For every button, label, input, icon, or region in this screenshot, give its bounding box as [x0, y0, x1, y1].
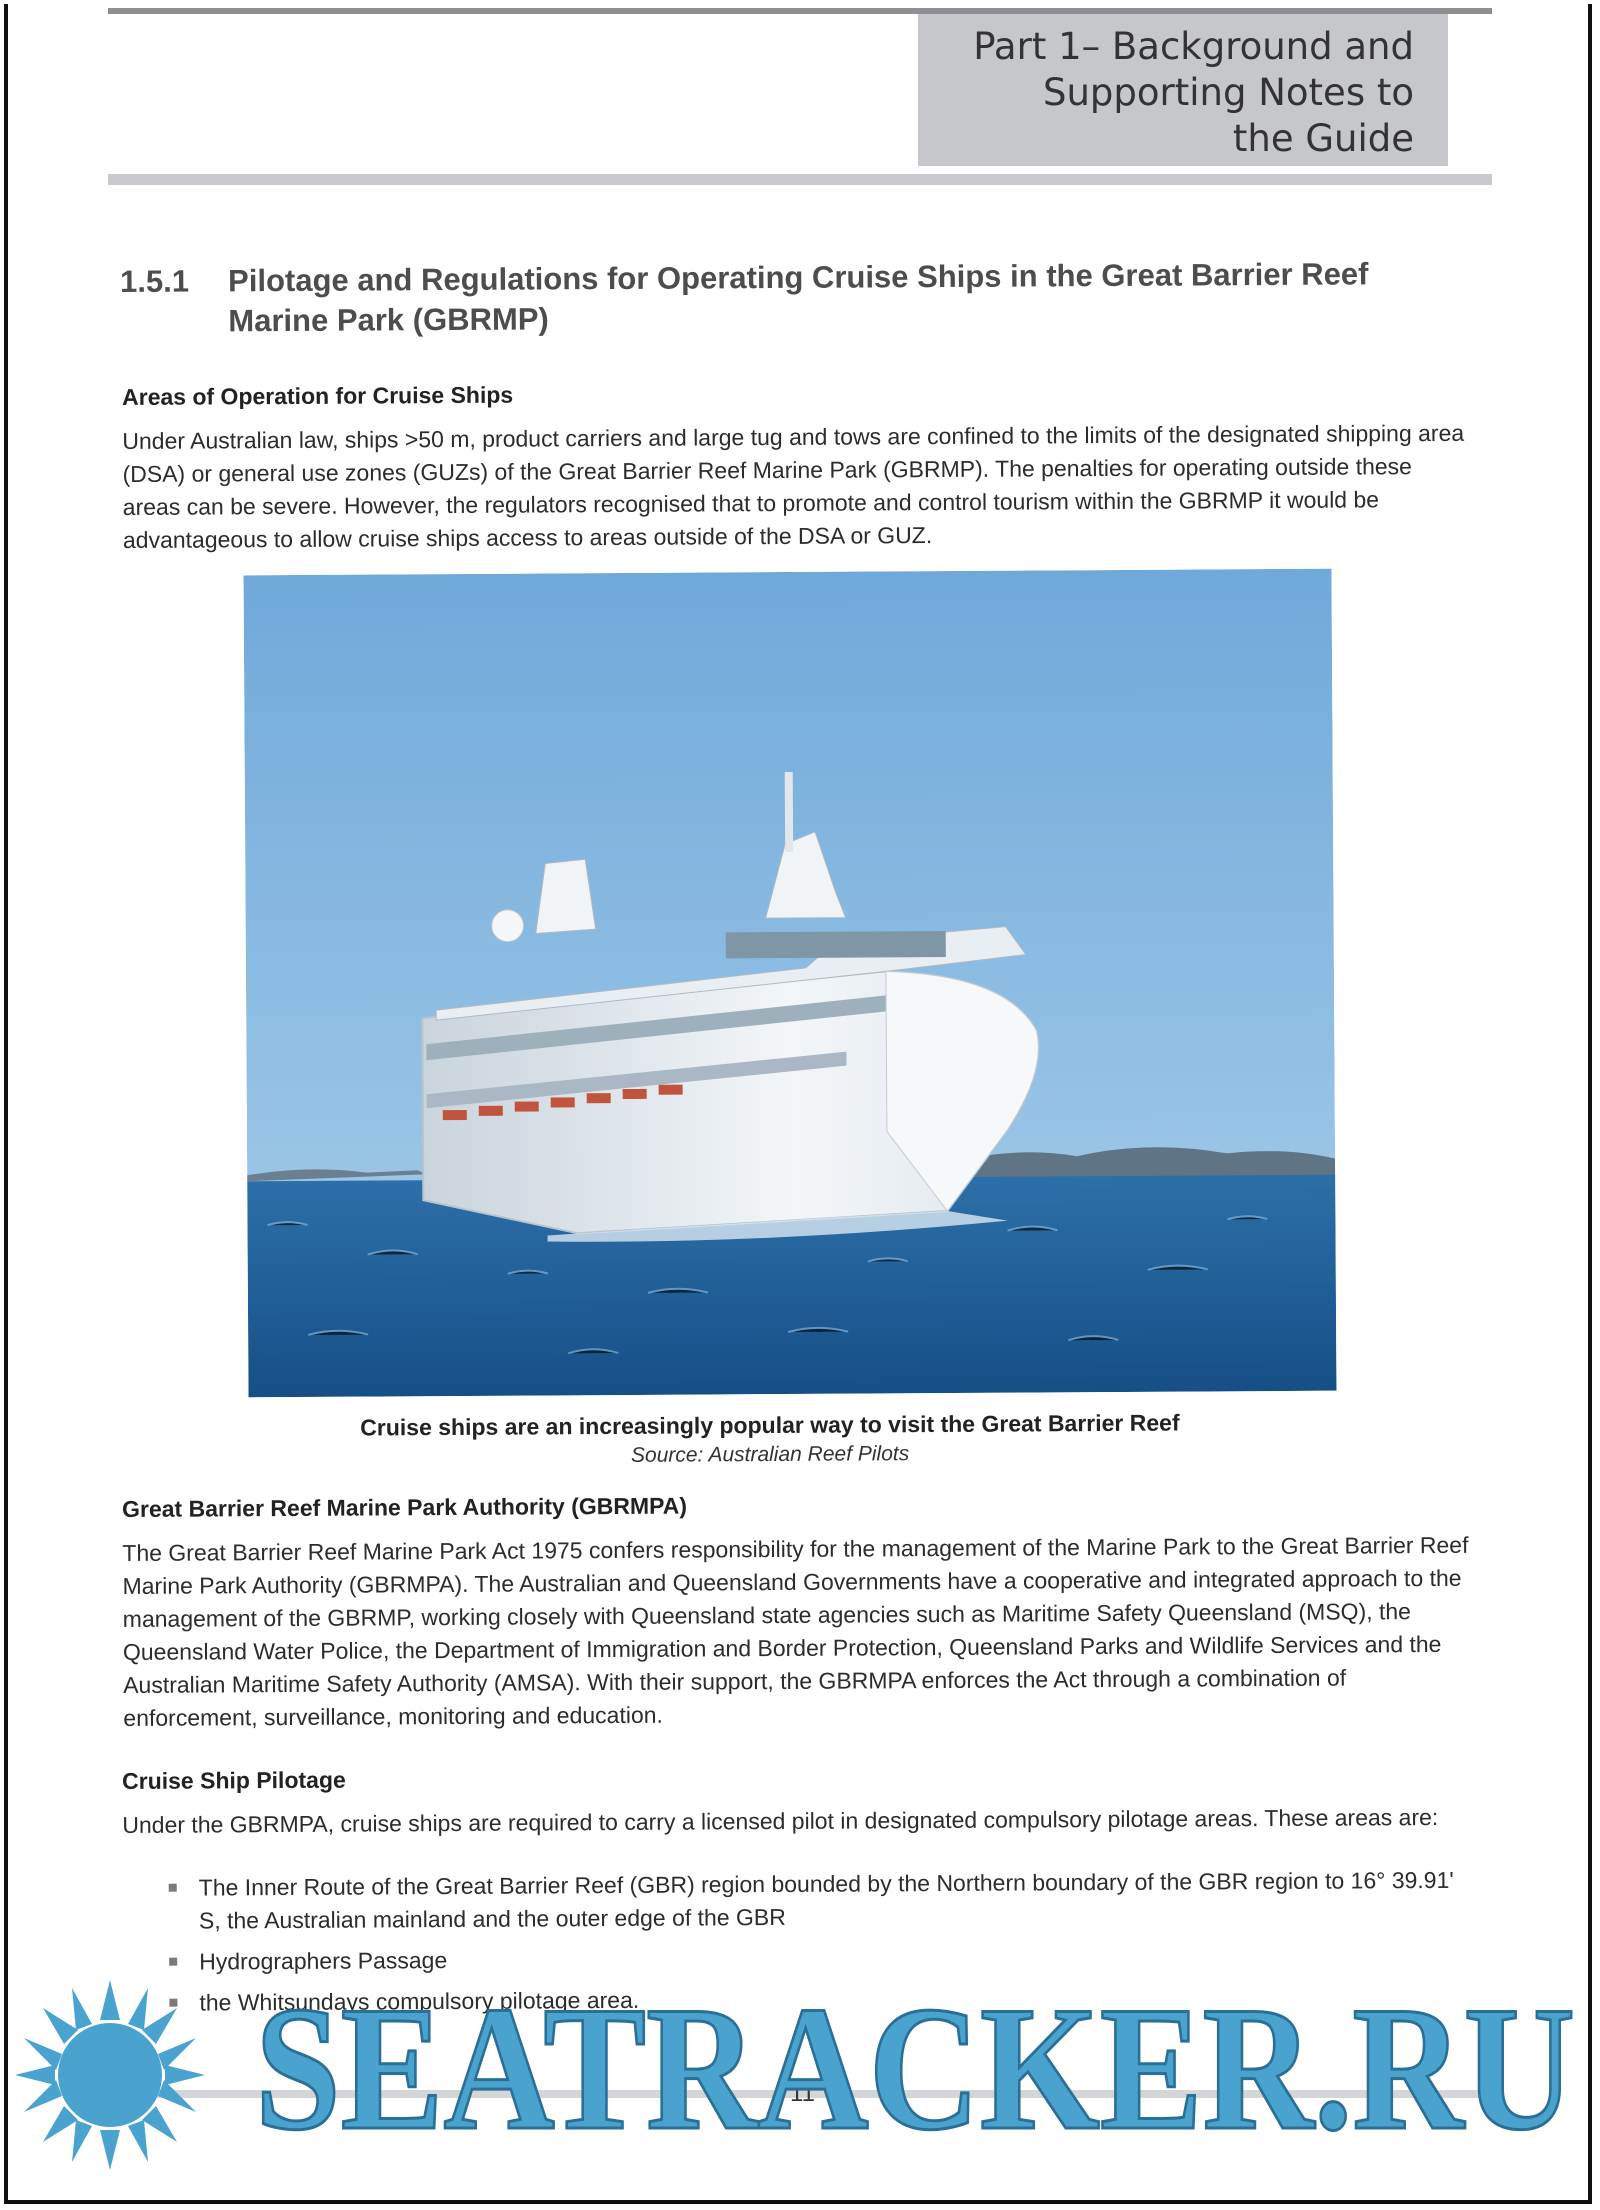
part-title-line-1: Part 1– Background and: [973, 25, 1414, 68]
list-item-text: the Whitsundays compulsory pilotage area.: [199, 1986, 640, 2016]
figure-caption: [200, 1409, 1340, 1471]
sun-icon: [15, 1980, 205, 2170]
areas-of-operation: [122, 376, 1473, 557]
watermark-text: SEATRACKER.RU: [255, 1969, 1575, 2167]
radar-dome: [492, 910, 524, 942]
section-number: 1.5.1: [120, 263, 190, 299]
section-title-line-1: Pilotage and Regulations for Operating Cruise Ships in the Great Barrier Reef: [228, 256, 1369, 299]
part-title-line-3: the Guide: [1232, 117, 1414, 160]
pilotage-heading: Cruise Ship Pilotage: [122, 1766, 346, 1794]
ship-bridge-windows: [726, 931, 946, 958]
header-box: [918, 14, 1448, 166]
bullet-icon: [169, 1884, 177, 1892]
section-title-line-2: Marine Park (GBRMP): [228, 301, 549, 339]
page-number: 11: [790, 2080, 815, 2107]
part-title: [973, 24, 1414, 162]
header-rule: [108, 174, 1492, 185]
gbrmpa-heading: Great Barrier Reef Marine Park Authority (GBRMPA): [122, 1492, 688, 1522]
part-title-line-2: Supporting Notes to: [1042, 71, 1414, 114]
list-item: [123, 1864, 1473, 1938]
gbrmpa-body: The Great Barrier Reef Marine Park Act 1975 confers responsibility for the management of the Marine Park to the Great Barrier Reef Marine Park Authority (GBRMPA). The Australian and Queensland Governments have a cooperative and integrated approach to the management of the GBRMP, working closely with Queensland state agencies such as Maritime Safety Queensland (MSQ), the Queensland Water Police, the Department of Immigration and Border Protection, Queensland Parks and Wildlife Services and the Australian Maritime Safety Authority (AMSA). With their support, the GBRMPA enforces the Act through a combination of enforcement, surveillance, monitoring and education.: [122, 1531, 1469, 1731]
list-item-text: Hydrographers Passage: [199, 1947, 448, 1975]
areas-heading: Areas of Operation for Cruise Ships: [122, 381, 514, 410]
areas-body: Under Australian law, ships >50 m, product carriers and large tug and tows are confined to the limits of the designated shipping area (DSA) or general use zones (GUZs) of the Great Barrier Reef Marine Park (GBRMP). The penalties for operating outside these areas can be severe. However, the regulators recognised that to promote and control tourism within the GBRMP it would be advantageous to allow cruise ships access to areas outside of the DSA or GUZ.: [122, 419, 1465, 553]
caption-title: Cruise ships are an increasingly popular way to visit the Great Barrier Reef: [360, 1409, 1180, 1441]
ship-mast: [785, 772, 793, 852]
ship-tower: [535, 859, 595, 933]
gbrmpa-section: [122, 1488, 1473, 1735]
caption-source: Source: Australian Reef Pilots: [630, 1442, 910, 1467]
list-item-text: The Inner Route of the Great Barrier Reef (GBR) region bounded by the Northern boundary of the GBR region to 16° 39.91' S, the Australian mainland and the outer edge of the GBR: [198, 1866, 1454, 1934]
section-heading: [120, 254, 1420, 342]
pilotage-body: Under the GBRMPA, cruise ships are required to carry a licensed pilot in designated compulsory pilotage areas. These areas are:: [122, 1803, 1439, 1838]
cruise-ship-photo: [243, 569, 1336, 1398]
watermark: [0, 1960, 1600, 2200]
cruise-ship-illustration: [243, 569, 1336, 1398]
